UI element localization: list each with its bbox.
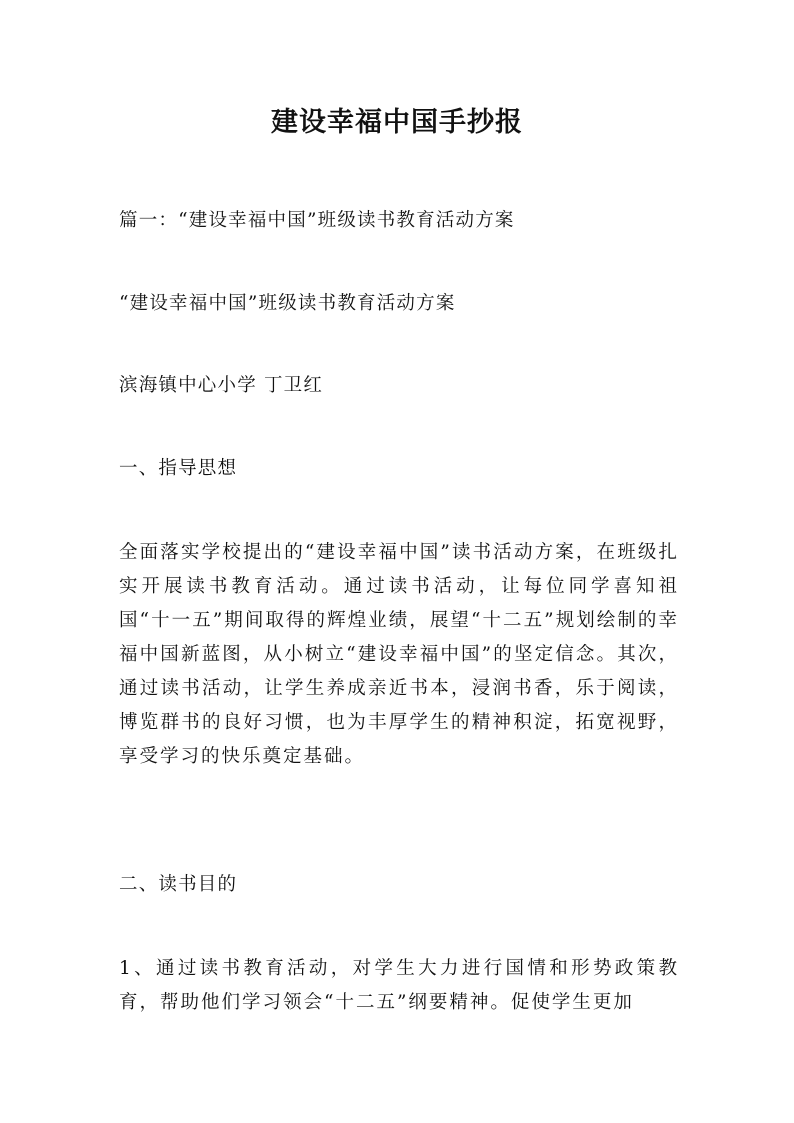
plan-heading: “建设幸福中国”班级读书教育活动方案 xyxy=(119,293,456,314)
article-heading: 篇一：“建设幸福中国”班级读书教育活动方案 xyxy=(119,210,515,231)
section-body-guiding-ideology: 全面落实学校提出的“建设幸福中国”读书活动方案，在班级扎实开展读书教育活动。通过读书活动，让每位同学喜知祖国“十一五”期间取得的辉煌业绩，展望“十二五”规划绘制的幸福中国新蓝图，从小树立“建设幸福中国”的坚定信念。其次，通过读书活动，让学生养成亲近书本，浸润书香，乐于阅读，博览群书的良好习惯，也为丰厚学生的精神积淀，拓宽视野，享受学习的快乐奠定基础。 xyxy=(119,542,679,767)
author-line: 滨海镇中心小学 丁卫红 xyxy=(119,375,324,396)
document-title: 建设幸福中国手抄报 xyxy=(271,107,523,138)
section-title-reading-purpose: 二、读书目的 xyxy=(119,874,238,895)
section-body-reading-purpose: 1、通过读书教育活动，对学生大力进行国情和形势政策教育，帮助他们学习领会“十二五”纲要精神。促使学生更加 xyxy=(119,958,679,1013)
section-title-guiding-ideology: 一、指导思想 xyxy=(119,458,238,479)
